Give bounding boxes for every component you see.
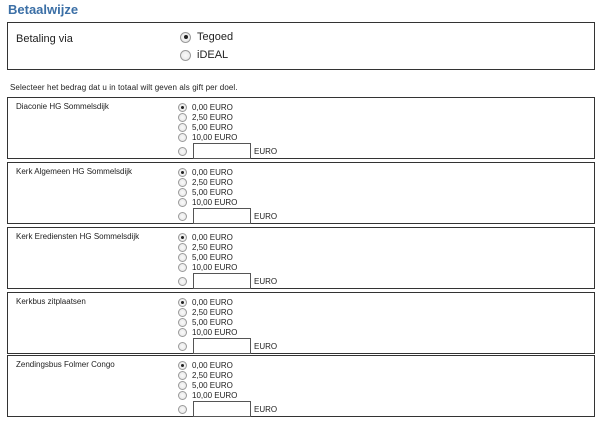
radio-icon[interactable]: [180, 32, 191, 43]
amount-option-label: 5,00 EURO: [192, 317, 233, 327]
radio-icon[interactable]: [178, 188, 187, 197]
cause-name: Kerkbus zitplaatsen: [16, 297, 86, 306]
donation-cause-box: [7, 292, 595, 354]
radio-icon[interactable]: [178, 243, 187, 252]
amount-option-label: 2,50 EURO: [192, 370, 233, 380]
custom-amount-option[interactable]: [178, 272, 277, 290]
payment-option-ideal[interactable]: [180, 49, 228, 61]
custom-amount-input[interactable]: [193, 338, 251, 354]
cause-name: Kerk Algemeen HG Sommelsdijk: [16, 167, 133, 176]
radio-icon[interactable]: [178, 123, 187, 132]
radio-icon[interactable]: [178, 371, 187, 380]
custom-amount-option[interactable]: [178, 142, 277, 160]
amount-option-label: 2,50 EURO: [192, 242, 233, 252]
amount-options: [178, 297, 277, 355]
currency-label: EURO: [254, 146, 278, 156]
cause-name: Diaconie HG Sommelsdijk: [16, 102, 109, 111]
amount-option-label: 0,00 EURO: [192, 360, 233, 370]
radio-icon[interactable]: [178, 212, 187, 221]
amount-options: [178, 232, 277, 290]
custom-amount-input[interactable]: [193, 143, 251, 159]
payment-option-label: Tegoed: [197, 31, 234, 43]
amount-option-label: 5,00 EURO: [192, 187, 233, 197]
amount-option-label: 5,00 EURO: [192, 380, 233, 390]
radio-icon[interactable]: [178, 277, 187, 286]
amount-option[interactable]: [178, 122, 277, 132]
custom-amount-option[interactable]: [178, 207, 277, 225]
amount-option[interactable]: [178, 187, 277, 197]
radio-icon[interactable]: [180, 50, 191, 61]
amount-option[interactable]: [178, 307, 277, 317]
amount-option[interactable]: [178, 360, 277, 370]
amount-option[interactable]: [178, 102, 277, 112]
radio-icon[interactable]: [178, 405, 187, 414]
amount-option[interactable]: [178, 380, 277, 390]
custom-amount-option[interactable]: [178, 400, 277, 418]
amount-option-label: 0,00 EURO: [192, 102, 233, 112]
donation-cause-box: [7, 162, 595, 224]
amount-option[interactable]: [178, 370, 277, 380]
radio-icon[interactable]: [178, 147, 187, 156]
payment-label: Betaling via: [16, 33, 73, 45]
page-title: Betaalwijze: [8, 2, 79, 17]
amount-option-label: 10,00 EURO: [192, 262, 238, 272]
amount-option[interactable]: [178, 167, 277, 177]
donation-cause-box: [7, 227, 595, 289]
currency-label: EURO: [254, 341, 278, 351]
radio-icon[interactable]: [178, 308, 187, 317]
radio-icon[interactable]: [178, 342, 187, 351]
donation-cause-box: [7, 97, 595, 159]
radio-icon[interactable]: [178, 168, 187, 177]
radio-icon[interactable]: [178, 233, 187, 242]
radio-icon[interactable]: [178, 328, 187, 337]
donation-cause-box: [7, 355, 595, 417]
amount-option[interactable]: [178, 112, 277, 122]
radio-icon[interactable]: [178, 391, 187, 400]
amount-option-label: 2,50 EURO: [192, 112, 233, 122]
amount-option-label: 0,00 EURO: [192, 167, 233, 177]
amount-option[interactable]: [178, 297, 277, 307]
amount-option-label: 0,00 EURO: [192, 297, 233, 307]
amount-option[interactable]: [178, 317, 277, 327]
custom-amount-option[interactable]: [178, 337, 277, 355]
radio-icon[interactable]: [178, 178, 187, 187]
amount-option-label: 10,00 EURO: [192, 390, 238, 400]
amount-option[interactable]: [178, 262, 277, 272]
radio-icon[interactable]: [178, 318, 187, 327]
radio-icon[interactable]: [178, 113, 187, 122]
amount-option[interactable]: [178, 327, 277, 337]
amount-option[interactable]: [178, 252, 277, 262]
payment-option-label: iDEAL: [197, 49, 229, 61]
payment-method-box: [7, 22, 595, 70]
amount-option[interactable]: [178, 177, 277, 187]
amount-options: [178, 102, 277, 160]
amount-option-label: 10,00 EURO: [192, 197, 238, 207]
amount-option-label: 0,00 EURO: [192, 232, 233, 242]
radio-icon[interactable]: [178, 263, 187, 272]
amount-option[interactable]: [178, 197, 277, 207]
currency-label: EURO: [254, 404, 278, 414]
amount-option-label: 10,00 EURO: [192, 132, 238, 142]
cause-name: Kerk Erediensten HG Sommelsdijk: [16, 232, 140, 241]
amount-option[interactable]: [178, 242, 277, 252]
radio-icon[interactable]: [178, 253, 187, 262]
custom-amount-input[interactable]: [193, 273, 251, 289]
payment-option-tegoed[interactable]: [180, 31, 233, 43]
custom-amount-input[interactable]: [193, 401, 251, 417]
amount-option[interactable]: [178, 390, 277, 400]
radio-icon[interactable]: [178, 381, 187, 390]
radio-icon[interactable]: [178, 198, 187, 207]
amount-option[interactable]: [178, 132, 277, 142]
amount-options: [178, 167, 277, 225]
amount-option[interactable]: [178, 232, 277, 242]
amount-option-label: 5,00 EURO: [192, 122, 233, 132]
custom-amount-input[interactable]: [193, 208, 251, 224]
amount-option-label: 2,50 EURO: [192, 307, 233, 317]
amount-option-label: 2,50 EURO: [192, 177, 233, 187]
amount-option-label: 10,00 EURO: [192, 327, 238, 337]
cause-name: Zendingsbus Folmer Congo: [16, 360, 115, 369]
currency-label: EURO: [254, 276, 278, 286]
radio-icon[interactable]: [178, 298, 187, 307]
radio-icon[interactable]: [178, 361, 187, 370]
currency-label: EURO: [254, 211, 278, 221]
radio-icon[interactable]: [178, 133, 187, 142]
amount-option-label: 5,00 EURO: [192, 252, 233, 262]
amount-options: [178, 360, 277, 418]
radio-icon[interactable]: [178, 103, 187, 112]
instruction-text: Selecteer het bedrag dat u in totaal wilt geven als gift per doel.: [10, 83, 238, 92]
